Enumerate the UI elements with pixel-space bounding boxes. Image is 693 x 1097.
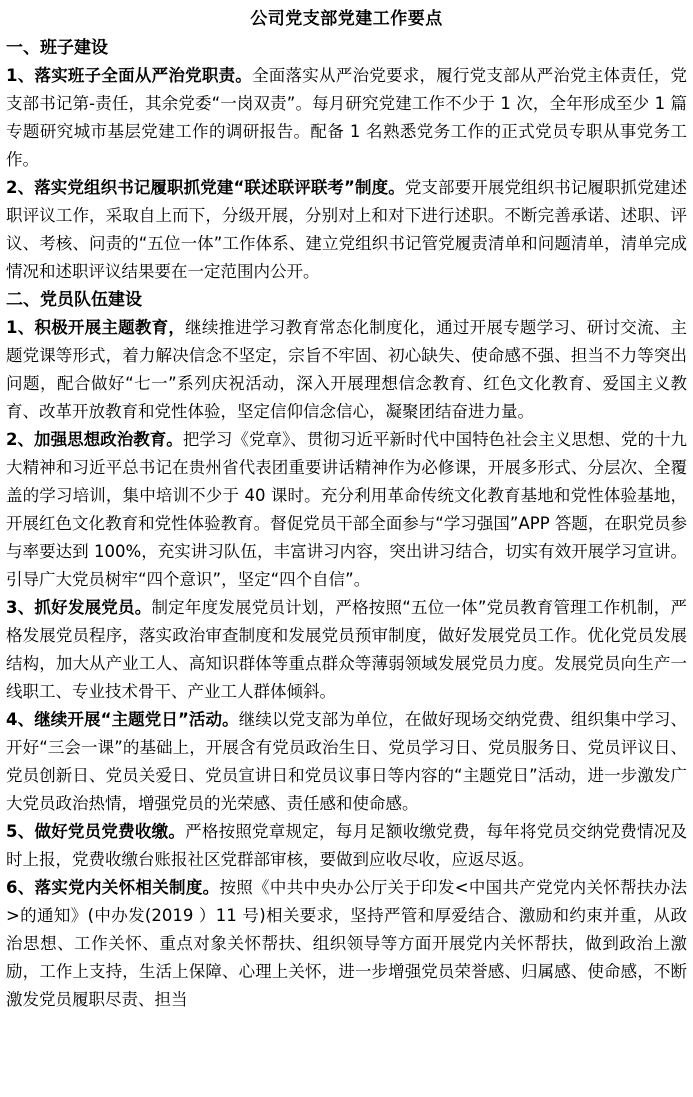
paragraph-body: 全面落实从严治党要求，履行党支部从严治党主体责任，党支部书记第-责任，其余党委“一岗双责”。每月研究党建工作不少于 1 次，全年形成至少 1 篇专题研究城市基层党建工作的调研报告。配备 1 名熟悉党务工作的正式党员专职从事党务工作。 [6, 66, 688, 169]
section-heading-2: 二、党员队伍建设 [6, 290, 142, 310]
paragraph-lead: 4、继续开展“主题党日”活动。 [6, 710, 239, 729]
paragraph-1-2 [6, 174, 687, 286]
paragraph-2-4 [6, 706, 687, 818]
paragraph-lead: 1、积极开展主题教育， [6, 318, 186, 337]
paragraph-2-6 [6, 874, 687, 1014]
paragraph-lead: 2、加强思想政治教育。 [6, 430, 183, 449]
paragraph-lead: 1、落实班子全面从严治党职责。 [6, 66, 253, 85]
paragraph-lead: 6、落实党内关怀相关制度。 [6, 878, 220, 897]
paragraph-2-2 [6, 426, 687, 594]
paragraph-lead: 2、落实党组织书记履职抓党建“联述联评联考”制度。 [6, 178, 405, 197]
paragraph-lead: 3、抓好发展党员。 [6, 598, 152, 617]
paragraph-2-1 [6, 314, 687, 426]
paragraph-body: 严格按照党章规定，每月足额收缴党费，每年将党员交纳党费情况及时上报，党费收缴台账报社区党群部审核，要做到应收尽收，应返尽返。 [6, 822, 688, 869]
section-heading-1: 一、班子建设 [6, 38, 108, 58]
page-title: 公司党支部党建工作要点 [250, 9, 443, 29]
paragraph-body: 制定年度发展党员计划，严格按照“五位一体”党员教育管理工作机制，严格发展党员程序，落实政治审查制度和发展党员预审制度，做好发展党员工作。优化党员发展结构，加大从产业工人、高知识群体等重点群众等薄弱领域发展党员力度。发展党员向生产一线职工、专业技术骨干、产业工人群体倾斜。 [6, 598, 687, 701]
paragraph-lead: 5、做好党员党费收缴。 [6, 822, 186, 841]
paragraph-body: 按照《中共中央办公厅关于印发<中国共产党党内关怀帮扶办法>的通知》(中办发(2019 ）11 号)相关要求，坚持严管和厚爱结合、激励和约束并重，从政治思想、工作关怀、重点对象关怀帮扶、组织领导等方面开展党内关怀帮扶，做到政治上激励，工作上支持，生活上保障、心理上关怀，进一步增强党员荣誉感、归属感、使命感，不断激发党员履职尽责、担当 [6, 878, 687, 1009]
paragraph-2-3 [6, 594, 687, 706]
paragraph-body: 继续推进学习教育常态化制度化，通过开展专题学习、研讨交流、主题党课等形式，着力解决信念不坚定，宗旨不牢固、初心缺失、使命感不强、担当不力等突出问题，配合做好“七一”系列庆祝活动，深入开展理想信念教育、红色文化教育、爱国主义教育、改革开放教育和党性体验，坚定信仰信念信心，凝聚团结奋进力量。 [6, 318, 688, 421]
paragraph-body: 继续以党支部为单位，在做好现场交纳党费、组织集中学习、开好“三会一课”的基础上，开展含有党员政治生日、党员学习日、党员服务日、党员评议日、党员创新日、党员关爱日、党员宣讲日和党员议事日等内容的“主题党日”活动，进一步激发广大党员政治热情，增强党员的光荣感、责任感和使命感。 [6, 710, 688, 813]
paragraph-body: 党支部要开展党组织书记履职抓党建述职评议工作，采取自上而下，分级开展，分别对上和对下进行述职。不断完善承诺、述职、评议、考核、问责的“五位一体”工作体系、建立党组织书记管党履责清单和问题清单，清单完成情况和述职评议结果要在一定范围内公开。 [6, 178, 688, 281]
paragraph-body: 把学习《党章》、贯彻习近平新时代中国特色社会主义思想、党的十九大精神和习近平总书记在贵州省代表团重要讲话精神作为必修课，开展多形式、分层次、全覆盖的学习培训，集中培训不少于 40 课时。充分利用革命传统文化教育基地和党性体验基地，开展红色文化教育和党性体验教育。督促党员干部全面参与“学习强国”APP 答题，在职党员参与率要达到 100%，充实讲习队伍，丰富讲习内容，突出讲习结合，切实有效开展学习宣讲。引导广大党员树牢“四个意识”，坚定“四个自信”。 [6, 430, 688, 589]
paragraph-1-1 [6, 62, 687, 174]
paragraph-2-5 [6, 818, 687, 874]
